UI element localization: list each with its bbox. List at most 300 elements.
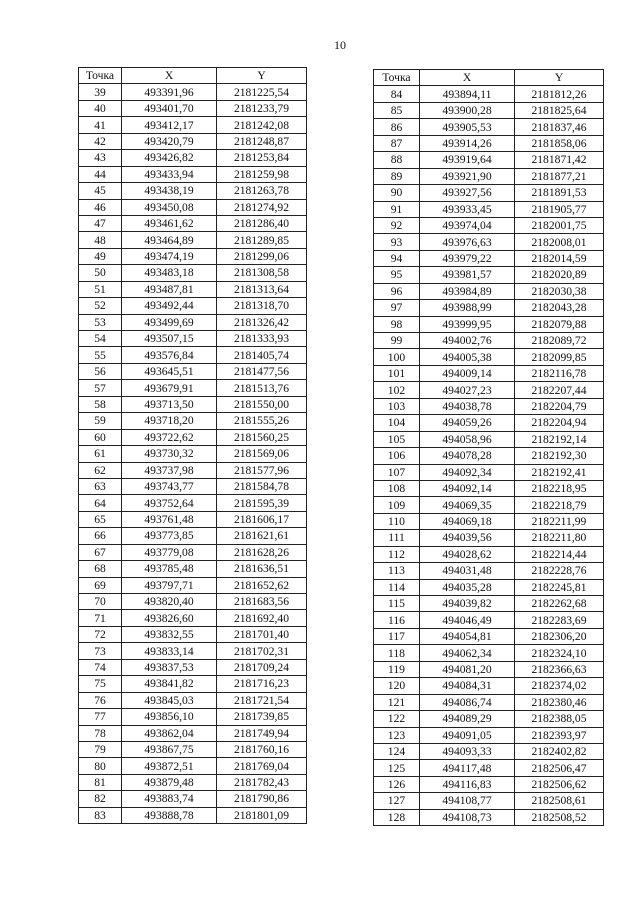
- cell-x: 493919,64: [420, 152, 515, 168]
- cell-y: 2181801,09: [217, 807, 307, 823]
- table-row: [79, 281, 307, 297]
- cell-y: 2182204,79: [515, 398, 604, 414]
- cell-y: 2181577,96: [217, 462, 307, 478]
- cell-y: 2181769,04: [217, 758, 307, 774]
- cell-point: 102: [374, 382, 420, 398]
- cell-point: 57: [79, 380, 122, 396]
- cell-y: 2181313,64: [217, 281, 307, 297]
- cell-point: 63: [79, 478, 122, 494]
- cell-x: 493872,51: [122, 758, 217, 774]
- cell-y: 2181709,24: [217, 659, 307, 675]
- cell-x: 493752,64: [122, 495, 217, 511]
- cell-x: 493492,44: [122, 298, 217, 314]
- header-y: Y: [515, 70, 604, 86]
- cell-x: 494002,76: [420, 333, 515, 349]
- cell-y: 2182204,94: [515, 415, 604, 431]
- cell-x: 493426,82: [122, 150, 217, 166]
- table-row: [374, 743, 604, 759]
- cell-y: 2182043,28: [515, 300, 604, 316]
- cell-x: 493888,78: [122, 807, 217, 823]
- cell-x: 493862,04: [122, 725, 217, 741]
- cell-y: 2181308,58: [217, 265, 307, 281]
- cell-point: 123: [374, 727, 420, 743]
- cell-y: 2182245,81: [515, 579, 604, 595]
- cell-point: 128: [374, 809, 420, 825]
- table-row: [374, 234, 604, 250]
- table-row: [79, 232, 307, 248]
- table-row: [374, 431, 604, 447]
- cell-x: 493438,19: [122, 183, 217, 199]
- cell-x: 493450,08: [122, 199, 217, 215]
- cell-point: 82: [79, 791, 122, 807]
- cell-point: 90: [374, 185, 420, 201]
- table-row: [79, 396, 307, 412]
- cell-y: 2182020,89: [515, 267, 604, 283]
- table-row: [374, 135, 604, 151]
- table-row: [374, 661, 604, 677]
- cell-point: 88: [374, 152, 420, 168]
- cell-x: 493722,62: [122, 429, 217, 445]
- cell-point: 67: [79, 544, 122, 560]
- cell-point: 65: [79, 511, 122, 527]
- cell-y: 2181702,31: [217, 643, 307, 659]
- cell-y: 2182192,14: [515, 431, 604, 447]
- cell-y: 2182192,30: [515, 448, 604, 464]
- table-header-row: [79, 68, 307, 84]
- cell-x: 493743,77: [122, 478, 217, 494]
- cell-y: 2181812,26: [515, 86, 604, 102]
- cell-y: 2181683,56: [217, 594, 307, 610]
- table-row: [374, 217, 604, 233]
- cell-y: 2182218,95: [515, 480, 604, 496]
- table-row: [374, 316, 604, 332]
- cell-y: 2181782,43: [217, 774, 307, 790]
- cell-y: 2182393,97: [515, 727, 604, 743]
- cell-y: 2181253,84: [217, 150, 307, 166]
- cell-y: 2182218,79: [515, 497, 604, 513]
- cell-y: 2182283,69: [515, 612, 604, 628]
- cell-y: 2182030,38: [515, 283, 604, 299]
- cell-x: 494027,23: [420, 382, 515, 398]
- cell-point: 69: [79, 577, 122, 593]
- table-row: [374, 448, 604, 464]
- cell-point: 64: [79, 495, 122, 511]
- cell-x: 494039,82: [420, 596, 515, 612]
- cell-point: 87: [374, 135, 420, 151]
- table-header-row: [374, 70, 604, 86]
- cell-x: 493979,22: [420, 250, 515, 266]
- cell-point: 48: [79, 232, 122, 248]
- cell-point: 105: [374, 431, 420, 447]
- cell-x: 494009,14: [420, 365, 515, 381]
- table-row: [79, 577, 307, 593]
- cell-y: 2181560,25: [217, 429, 307, 445]
- cell-x: 494062,34: [420, 645, 515, 661]
- table-row: [79, 363, 307, 379]
- cell-y: 2181877,21: [515, 168, 604, 184]
- cell-x: 494108,77: [420, 793, 515, 809]
- cell-y: 2181263,78: [217, 183, 307, 199]
- cell-y: 2181652,62: [217, 577, 307, 593]
- cell-y: 2181891,53: [515, 185, 604, 201]
- cell-point: 100: [374, 349, 420, 365]
- cell-y: 2182508,52: [515, 809, 604, 825]
- table-row: [79, 741, 307, 757]
- cell-y: 2181318,70: [217, 298, 307, 314]
- cell-y: 2181584,78: [217, 478, 307, 494]
- cell-y: 2181333,93: [217, 331, 307, 347]
- table-row: [374, 694, 604, 710]
- table-row: [374, 678, 604, 694]
- table-row: [79, 610, 307, 626]
- table-row: [374, 809, 604, 825]
- cell-x: 494031,48: [420, 563, 515, 579]
- cell-point: 43: [79, 150, 122, 166]
- cell-point: 112: [374, 546, 420, 562]
- cell-point: 96: [374, 283, 420, 299]
- cell-point: 52: [79, 298, 122, 314]
- table-row: [79, 117, 307, 133]
- table-row: [374, 711, 604, 727]
- table-row: [79, 429, 307, 445]
- table-row: [374, 793, 604, 809]
- cell-x: 494035,28: [420, 579, 515, 595]
- cell-x: 493883,74: [122, 791, 217, 807]
- cell-x: 493785,48: [122, 561, 217, 577]
- table-row: [79, 692, 307, 708]
- cell-y: 2181721,54: [217, 692, 307, 708]
- cell-y: 2181513,76: [217, 380, 307, 396]
- table-row: [79, 544, 307, 560]
- cell-x: 493841,82: [122, 676, 217, 692]
- cell-y: 2182506,47: [515, 760, 604, 776]
- cell-x: 493464,89: [122, 232, 217, 248]
- cell-y: 2181701,40: [217, 626, 307, 642]
- cell-y: 2182207,44: [515, 382, 604, 398]
- cell-x: 493914,26: [420, 135, 515, 151]
- cell-x: 494046,49: [420, 612, 515, 628]
- cell-y: 2182079,88: [515, 316, 604, 332]
- cell-point: 89: [374, 168, 420, 184]
- cell-x: 494093,33: [420, 743, 515, 759]
- cell-point: 56: [79, 363, 122, 379]
- cell-y: 2181749,94: [217, 725, 307, 741]
- table-row: [79, 265, 307, 281]
- cell-point: 72: [79, 626, 122, 642]
- table-row: [79, 100, 307, 116]
- table-row: [79, 347, 307, 363]
- cell-y: 2181858,06: [515, 135, 604, 151]
- cell-x: 493927,56: [420, 185, 515, 201]
- cell-y: 2181274,92: [217, 199, 307, 215]
- cell-x: 493900,28: [420, 102, 515, 118]
- cell-point: 78: [79, 725, 122, 741]
- cell-y: 2181692,40: [217, 610, 307, 626]
- cell-y: 2181595,39: [217, 495, 307, 511]
- table-row: [79, 659, 307, 675]
- table-row: [374, 727, 604, 743]
- cell-point: 106: [374, 448, 420, 464]
- cell-point: 110: [374, 513, 420, 529]
- cell-point: 94: [374, 250, 420, 266]
- table-row: [374, 300, 604, 316]
- cell-point: 85: [374, 102, 420, 118]
- cell-x: 493679,91: [122, 380, 217, 396]
- cell-point: 42: [79, 133, 122, 149]
- cell-point: 92: [374, 217, 420, 233]
- table-row: [79, 248, 307, 264]
- cell-point: 118: [374, 645, 420, 661]
- table-row: [374, 349, 604, 365]
- cell-x: 493999,95: [420, 316, 515, 332]
- cell-y: 2181790,86: [217, 791, 307, 807]
- cell-x: 493921,90: [420, 168, 515, 184]
- cell-point: 55: [79, 347, 122, 363]
- cell-x: 493420,79: [122, 133, 217, 149]
- cell-x: 493905,53: [420, 119, 515, 135]
- cell-y: 2181233,79: [217, 100, 307, 116]
- page-number: 10: [334, 38, 346, 52]
- table-row: [79, 446, 307, 462]
- cell-x: 494084,31: [420, 678, 515, 694]
- cell-x: 494058,96: [420, 431, 515, 447]
- cell-point: 119: [374, 661, 420, 677]
- cell-point: 91: [374, 201, 420, 217]
- cell-y: 2181621,61: [217, 528, 307, 544]
- cell-point: 59: [79, 413, 122, 429]
- cell-x: 493718,20: [122, 413, 217, 429]
- table-row: [374, 612, 604, 628]
- cell-point: 125: [374, 760, 420, 776]
- cell-point: 108: [374, 480, 420, 496]
- table-row: [79, 314, 307, 330]
- cell-y: 2182089,72: [515, 333, 604, 349]
- cell-point: 113: [374, 563, 420, 579]
- table-body-right: [374, 86, 604, 826]
- table-row: [374, 480, 604, 496]
- cell-y: 2181248,87: [217, 133, 307, 149]
- table-row: [79, 791, 307, 807]
- cell-point: 122: [374, 711, 420, 727]
- cell-x: 493845,03: [122, 692, 217, 708]
- cell-x: 493474,19: [122, 248, 217, 264]
- cell-x: 493976,63: [420, 234, 515, 250]
- table-row: [79, 495, 307, 511]
- table-row: [79, 511, 307, 527]
- cell-point: 98: [374, 316, 420, 332]
- cell-x: 494069,35: [420, 497, 515, 513]
- cell-x: 493797,71: [122, 577, 217, 593]
- coordinates-table-right: [373, 69, 604, 826]
- cell-point: 107: [374, 464, 420, 480]
- cell-x: 494028,62: [420, 546, 515, 562]
- cell-point: 51: [79, 281, 122, 297]
- cell-point: 103: [374, 398, 420, 414]
- table-row: [79, 215, 307, 231]
- cell-y: 2182211,99: [515, 513, 604, 529]
- table-row: [79, 84, 307, 100]
- table-row: [79, 626, 307, 642]
- cell-x: 494039,56: [420, 530, 515, 546]
- cell-x: 493820,40: [122, 594, 217, 610]
- table-row: [374, 596, 604, 612]
- cell-x: 493894,11: [420, 86, 515, 102]
- header-x: X: [420, 70, 515, 86]
- cell-point: 46: [79, 199, 122, 215]
- table-row: [374, 398, 604, 414]
- header-y: Y: [217, 68, 307, 84]
- cell-x: 493401,70: [122, 100, 217, 116]
- cell-y: 2182508,61: [515, 793, 604, 809]
- cell-y: 2182402,82: [515, 743, 604, 759]
- cell-y: 2181760,16: [217, 741, 307, 757]
- cell-point: 53: [79, 314, 122, 330]
- cell-x: 494091,05: [420, 727, 515, 743]
- table-row: [374, 365, 604, 381]
- table-row: [79, 478, 307, 494]
- cell-x: 493779,08: [122, 544, 217, 560]
- cell-x: 493832,55: [122, 626, 217, 642]
- cell-x: 493433,94: [122, 166, 217, 182]
- table-body-left: [79, 84, 307, 824]
- cell-y: 2181289,85: [217, 232, 307, 248]
- cell-y: 2182211,80: [515, 530, 604, 546]
- cell-x: 493761,48: [122, 511, 217, 527]
- cell-y: 2181837,46: [515, 119, 604, 135]
- cell-x: 493773,85: [122, 528, 217, 544]
- cell-x: 493483,18: [122, 265, 217, 281]
- cell-x: 494059,26: [420, 415, 515, 431]
- table-row: [374, 579, 604, 595]
- cell-y: 2182008,01: [515, 234, 604, 250]
- cell-point: 80: [79, 758, 122, 774]
- cell-x: 493412,17: [122, 117, 217, 133]
- cell-x: 494005,38: [420, 349, 515, 365]
- cell-point: 49: [79, 248, 122, 264]
- cell-point: 60: [79, 429, 122, 445]
- table-row: [374, 497, 604, 513]
- cell-x: 493499,69: [122, 314, 217, 330]
- cell-y: 2181550,00: [217, 396, 307, 412]
- cell-point: 115: [374, 596, 420, 612]
- cell-point: 40: [79, 100, 122, 116]
- cell-x: 494089,29: [420, 711, 515, 727]
- cell-y: 2181905,77: [515, 201, 604, 217]
- table-row: [374, 563, 604, 579]
- cell-y: 2181739,85: [217, 709, 307, 725]
- cell-x: 494108,73: [420, 809, 515, 825]
- table-row: [79, 676, 307, 692]
- cell-point: 58: [79, 396, 122, 412]
- cell-y: 2182228,76: [515, 563, 604, 579]
- cell-x: 493576,84: [122, 347, 217, 363]
- table-row: [79, 166, 307, 182]
- cell-point: 61: [79, 446, 122, 462]
- table-row: [374, 464, 604, 480]
- cell-point: 77: [79, 709, 122, 725]
- cell-y: 2181636,51: [217, 561, 307, 577]
- cell-y: 2181477,56: [217, 363, 307, 379]
- cell-point: 114: [374, 579, 420, 595]
- cell-point: 109: [374, 497, 420, 513]
- cell-point: 117: [374, 628, 420, 644]
- cell-x: 494092,34: [420, 464, 515, 480]
- cell-x: 494092,14: [420, 480, 515, 496]
- cell-point: 39: [79, 84, 122, 100]
- cell-point: 126: [374, 776, 420, 792]
- cell-x: 494038,78: [420, 398, 515, 414]
- table-row: [79, 561, 307, 577]
- cell-y: 2182306,20: [515, 628, 604, 644]
- cell-point: 50: [79, 265, 122, 281]
- table-row: [79, 133, 307, 149]
- cell-x: 494054,81: [420, 628, 515, 644]
- table-row: [374, 546, 604, 562]
- table-row: [374, 776, 604, 792]
- table-row: [79, 709, 307, 725]
- cell-x: 493988,99: [420, 300, 515, 316]
- cell-point: 127: [374, 793, 420, 809]
- cell-x: 493974,04: [420, 217, 515, 233]
- cell-y: 2182192,41: [515, 464, 604, 480]
- cell-point: 99: [374, 333, 420, 349]
- cell-y: 2182099,85: [515, 349, 604, 365]
- table-row: [79, 199, 307, 215]
- cell-x: 494078,28: [420, 448, 515, 464]
- table-row: [79, 725, 307, 741]
- cell-point: 116: [374, 612, 420, 628]
- cell-point: 79: [79, 741, 122, 757]
- cell-point: 66: [79, 528, 122, 544]
- cell-x: 493867,75: [122, 741, 217, 757]
- cell-x: 493933,45: [420, 201, 515, 217]
- cell-y: 2182506,62: [515, 776, 604, 792]
- cell-y: 2182116,78: [515, 365, 604, 381]
- table-row: [374, 102, 604, 118]
- cell-x: 493833,14: [122, 643, 217, 659]
- cell-x: 493879,48: [122, 774, 217, 790]
- cell-x: 493391,96: [122, 84, 217, 100]
- cell-y: 2182374,02: [515, 678, 604, 694]
- cell-y: 2181628,26: [217, 544, 307, 560]
- cell-y: 2181225,54: [217, 84, 307, 100]
- table-row: [79, 150, 307, 166]
- cell-x: 493981,57: [420, 267, 515, 283]
- cell-point: 75: [79, 676, 122, 692]
- table-row: [374, 628, 604, 644]
- header-point: Точка: [374, 70, 420, 86]
- table-row: [374, 283, 604, 299]
- cell-x: 493826,60: [122, 610, 217, 626]
- table-row: [79, 380, 307, 396]
- cell-x: 494069,18: [420, 513, 515, 529]
- table-row: [374, 201, 604, 217]
- cell-x: 493507,15: [122, 331, 217, 347]
- table-row: [374, 152, 604, 168]
- table-row: [79, 331, 307, 347]
- cell-x: 493856,10: [122, 709, 217, 725]
- cell-x: 493737,98: [122, 462, 217, 478]
- cell-point: 86: [374, 119, 420, 135]
- cell-point: 68: [79, 561, 122, 577]
- coordinates-table-left: [78, 67, 307, 824]
- cell-x: 493730,32: [122, 446, 217, 462]
- cell-y: 2181871,42: [515, 152, 604, 168]
- cell-point: 83: [79, 807, 122, 823]
- table-row: [79, 183, 307, 199]
- cell-point: 54: [79, 331, 122, 347]
- cell-point: 62: [79, 462, 122, 478]
